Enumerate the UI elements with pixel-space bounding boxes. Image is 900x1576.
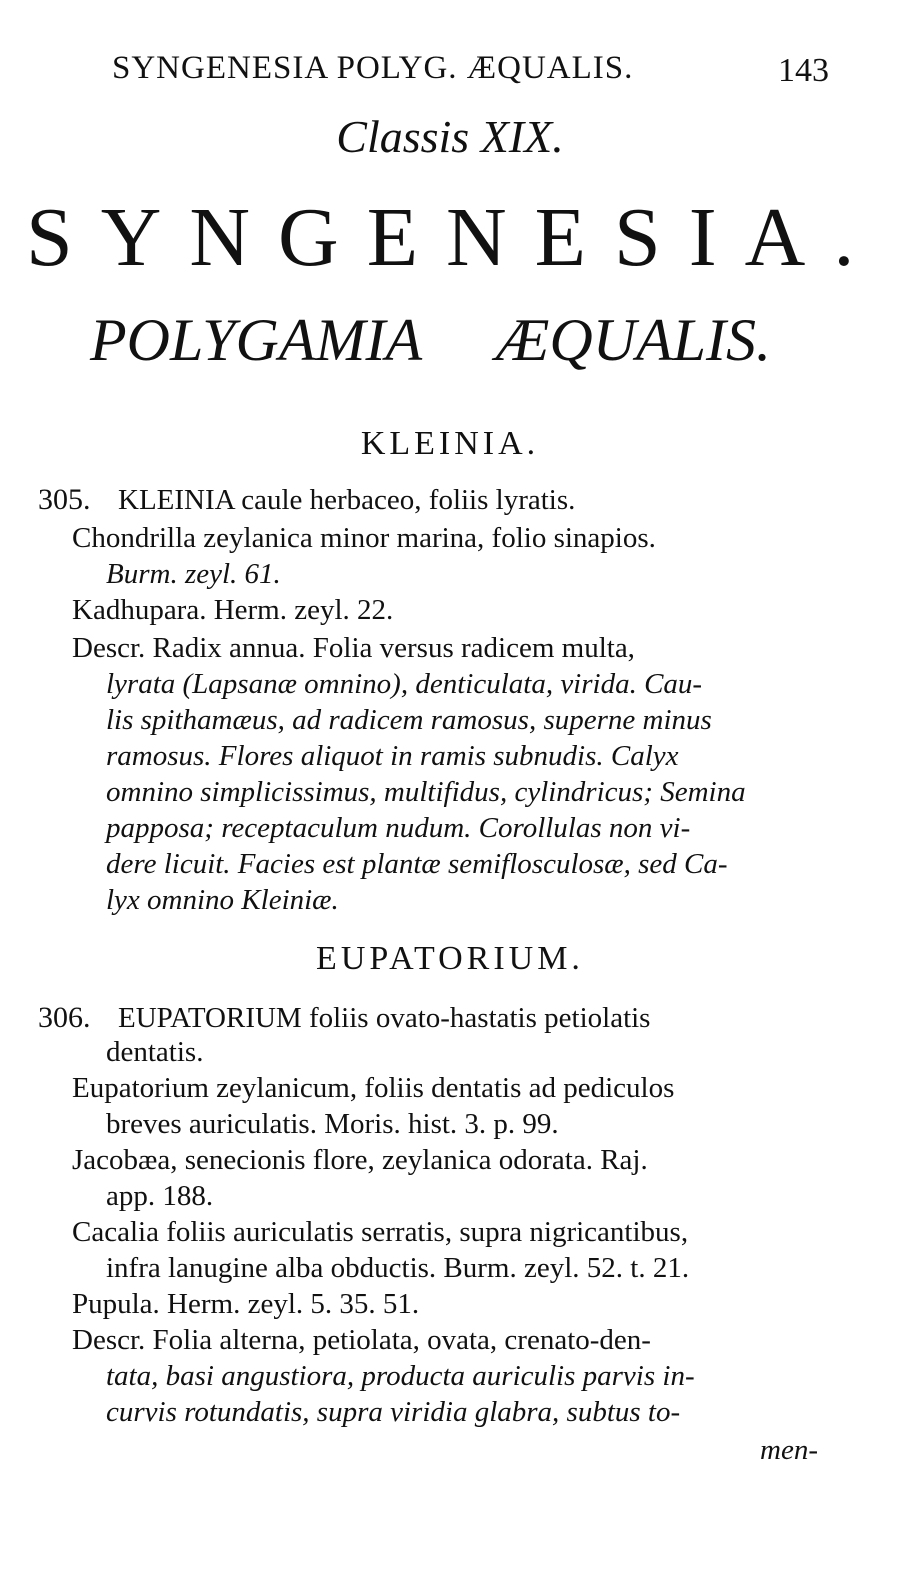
description-line: lyx omnino Kleiniæ. [106, 884, 339, 916]
genus-heading-kleinia: KLEINIA. [360, 425, 540, 462]
synonym-line: Kadhupara. Herm. zeyl. 22. [72, 594, 394, 626]
synonym-line: breves auriculatis. Moris. hist. 3. p. 99. [106, 1108, 559, 1140]
description-line: lyrata (Lapsanæ omnino), denticulata, virida. Cau- [106, 668, 703, 700]
description-line: dere licuit. Facies est plantæ semiflosculosæ, sed Ca- [106, 848, 728, 880]
synonym-line: infra lanugine alba obductis. Burm. zeyl. 52. t. 21. [106, 1252, 690, 1284]
species-line: dentatis. [106, 1036, 204, 1068]
class-heading: Classis XIX. [336, 111, 564, 162]
catchword: men- [760, 1434, 818, 1466]
page-subtitle: POLYGAMIA ÆQUALIS. [90, 307, 772, 373]
species-line: EUPATORIUM foliis ovato-hastatis petiolatis [118, 1002, 651, 1034]
species-number: 305. [38, 483, 91, 516]
genus-heading-eupatorium: EUPATORIUM. [316, 940, 584, 977]
page-number: 143 [778, 52, 829, 89]
running-head: SYNGENESIA POLYG. ÆQUALIS. [112, 50, 634, 86]
description-line: tata, basi angustiora, producta auriculis parvis in- [106, 1360, 695, 1392]
description-line: ramosus. Flores aliquot in ramis subnudis. Calyx [106, 740, 679, 772]
description-line: lis spithamæus, ad radicem ramosus, superne minus [106, 704, 712, 736]
description-line: papposa; receptaculum nudum. Corollulas non vi- [106, 812, 691, 844]
synonym-line: app. 188. [106, 1180, 214, 1212]
species-number: 306. [38, 1001, 91, 1034]
page-title: SYNGENESIA. [26, 191, 883, 284]
description-line: Descr. Folia alterna, petiolata, ovata, crenato-den- [72, 1324, 651, 1356]
species-line: KLEINIA caule herbaceo, foliis lyratis. [118, 484, 576, 516]
description-line: omnino simplicissimus, multifidus, cylindricus; Semina [106, 776, 746, 808]
reference-line: Burm. zeyl. 61. [106, 558, 281, 590]
description-line: Descr. Radix annua. Folia versus radicem multa, [72, 632, 635, 664]
synonym-line: Eupatorium zeylanicum, foliis dentatis ad pediculos [72, 1072, 675, 1104]
synonym-line: Cacalia foliis auriculatis serratis, supra nigricantibus, [72, 1216, 689, 1248]
synonym-line: Chondrilla zeylanica minor marina, folio sinapios. [72, 522, 656, 554]
synonym-line: Pupula. Herm. zeyl. 5. 35. 51. [72, 1288, 420, 1320]
synonym-line: Jacobæa, senecionis flore, zeylanica odorata. Raj. [72, 1144, 648, 1176]
description-line: curvis rotundatis, supra viridia glabra, subtus to- [106, 1396, 681, 1428]
